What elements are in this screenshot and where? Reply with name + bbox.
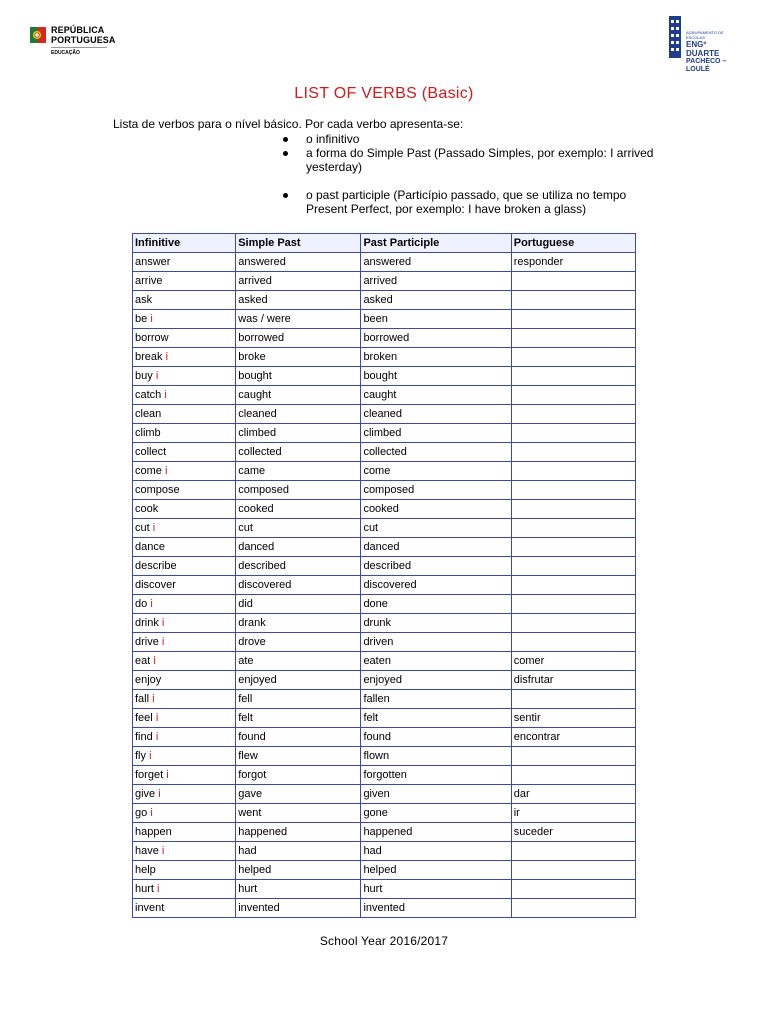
table-row bbox=[133, 690, 636, 709]
cell-past-participle: done bbox=[361, 595, 511, 614]
irregular-marker: i bbox=[164, 465, 168, 477]
cell-simple-past: caught bbox=[236, 386, 361, 405]
cell-portuguese bbox=[511, 272, 635, 291]
infinitive-text: happen bbox=[135, 826, 172, 838]
cell-portuguese bbox=[511, 614, 635, 633]
irregular-marker: i bbox=[166, 769, 169, 781]
cell-infinitive bbox=[133, 424, 236, 443]
cell-portuguese: sentir bbox=[511, 709, 635, 728]
table-row bbox=[133, 842, 636, 861]
infinitive-text: collect bbox=[135, 446, 167, 458]
cell-portuguese: ir bbox=[511, 804, 635, 823]
cell-portuguese bbox=[511, 538, 635, 557]
cell-past-participle: eaten bbox=[361, 652, 511, 671]
cell-infinitive bbox=[133, 538, 236, 557]
cell-portuguese bbox=[511, 405, 635, 424]
table-row bbox=[133, 519, 636, 538]
infinitive-text: cook bbox=[135, 503, 159, 515]
portugal-flag-icon bbox=[30, 25, 46, 45]
table-row bbox=[133, 899, 636, 918]
cell-simple-past: cleaned bbox=[236, 405, 361, 424]
cell-portuguese bbox=[511, 766, 635, 785]
infinitive-text: come bbox=[135, 465, 162, 477]
cell-infinitive bbox=[133, 386, 236, 405]
table-row bbox=[133, 348, 636, 367]
cell-simple-past: climbed bbox=[236, 424, 361, 443]
cell-past-participle: drunk bbox=[361, 614, 511, 633]
cell-simple-past: composed bbox=[236, 481, 361, 500]
table-row bbox=[133, 861, 636, 880]
table-row bbox=[133, 709, 636, 728]
cell-portuguese bbox=[511, 690, 635, 709]
cell-simple-past: hurt bbox=[236, 880, 361, 899]
cell-past-participle: cleaned bbox=[361, 405, 511, 424]
cell-portuguese: suceder bbox=[511, 823, 635, 842]
infinitive-text: discover bbox=[135, 579, 176, 591]
cell-infinitive bbox=[133, 899, 236, 918]
infinitive-text: go bbox=[135, 807, 148, 819]
cell-infinitive bbox=[133, 481, 236, 500]
cell-infinitive bbox=[133, 766, 236, 785]
irregular-marker: i bbox=[155, 370, 159, 382]
infinitive-text: forget bbox=[135, 769, 164, 781]
cell-portuguese bbox=[511, 329, 635, 348]
infinitive-text: feel bbox=[135, 712, 153, 724]
cell-past-participle: cooked bbox=[361, 500, 511, 519]
irregular-marker: i bbox=[150, 313, 153, 325]
cell-portuguese bbox=[511, 481, 635, 500]
cell-portuguese: responder bbox=[511, 253, 635, 272]
cell-past-participle: cut bbox=[361, 519, 511, 538]
table-row bbox=[133, 652, 636, 671]
cell-portuguese bbox=[511, 462, 635, 481]
logo-subtitle: EDUCAÇÃO bbox=[51, 50, 80, 56]
table-row bbox=[133, 500, 636, 519]
cell-portuguese bbox=[511, 424, 635, 443]
cell-simple-past: gave bbox=[236, 785, 361, 804]
cell-simple-past: danced bbox=[236, 538, 361, 557]
cell-past-participle: composed bbox=[361, 481, 511, 500]
cell-infinitive bbox=[133, 690, 236, 709]
infinitive-text: drink bbox=[135, 617, 159, 629]
cell-infinitive bbox=[133, 880, 236, 899]
cell-infinitive bbox=[133, 291, 236, 310]
cell-simple-past: answered bbox=[236, 253, 361, 272]
infinitive-text: find bbox=[135, 731, 153, 743]
table-row bbox=[133, 443, 636, 462]
cell-infinitive bbox=[133, 367, 236, 386]
cell-infinitive bbox=[133, 747, 236, 766]
table-row bbox=[133, 671, 636, 690]
table-row bbox=[133, 253, 636, 272]
cell-infinitive bbox=[133, 557, 236, 576]
cell-infinitive bbox=[133, 671, 236, 690]
table-body bbox=[133, 253, 636, 918]
school-logo-name-line-1: ENGº DUARTE bbox=[686, 40, 720, 58]
infinitive-text: have bbox=[135, 845, 159, 857]
logo-divider bbox=[51, 47, 107, 48]
cell-past-participle: helped bbox=[361, 861, 511, 880]
logo-line-2: PORTUGUESA bbox=[51, 35, 116, 45]
cell-infinitive bbox=[133, 576, 236, 595]
cell-simple-past: felt bbox=[236, 709, 361, 728]
infinitive-text: arrive bbox=[135, 275, 163, 287]
cell-simple-past: discovered bbox=[236, 576, 361, 595]
cell-portuguese bbox=[511, 291, 635, 310]
cell-simple-past: invented bbox=[236, 899, 361, 918]
table-row bbox=[133, 595, 636, 614]
cell-simple-past: cut bbox=[236, 519, 361, 538]
irregular-marker: i bbox=[152, 522, 156, 534]
cell-simple-past: found bbox=[236, 728, 361, 747]
cell-infinitive bbox=[133, 633, 236, 652]
irregular-marker: i bbox=[155, 712, 159, 724]
page-title: LIST OF VERBS (Basic) bbox=[294, 85, 474, 102]
infinitive-text: catch bbox=[135, 389, 162, 401]
cell-past-participle: discovered bbox=[361, 576, 511, 595]
cell-past-participle: described bbox=[361, 557, 511, 576]
cell-infinitive bbox=[133, 329, 236, 348]
infinitive-text: drive bbox=[135, 636, 159, 648]
cell-infinitive bbox=[133, 842, 236, 861]
irregular-marker: i bbox=[158, 788, 161, 800]
cell-past-participle: enjoyed bbox=[361, 671, 511, 690]
infinitive-text: eat bbox=[135, 655, 151, 667]
republica-portuguesa-logo bbox=[30, 24, 140, 64]
table-row bbox=[133, 386, 636, 405]
irregular-marker: i bbox=[150, 807, 153, 819]
irregular-marker: i bbox=[161, 845, 165, 857]
table-row bbox=[133, 272, 636, 291]
table-row bbox=[133, 633, 636, 652]
cell-infinitive bbox=[133, 804, 236, 823]
cell-portuguese: encontrar bbox=[511, 728, 635, 747]
table-row bbox=[133, 557, 636, 576]
cell-past-participle: borrowed bbox=[361, 329, 511, 348]
cell-infinitive bbox=[133, 310, 236, 329]
table-row bbox=[133, 576, 636, 595]
cell-past-participle: answered bbox=[361, 253, 511, 272]
cell-past-participle: driven bbox=[361, 633, 511, 652]
cell-infinitive bbox=[133, 823, 236, 842]
infinitive-text: answer bbox=[135, 256, 171, 268]
header-simple-past: Simple Past bbox=[236, 234, 361, 253]
infinitive-text: enjoy bbox=[135, 674, 162, 686]
cell-simple-past: came bbox=[236, 462, 361, 481]
cell-portuguese bbox=[511, 386, 635, 405]
cell-past-participle: caught bbox=[361, 386, 511, 405]
cell-past-participle: broken bbox=[361, 348, 511, 367]
infinitive-text: ask bbox=[135, 294, 153, 306]
cell-simple-past: was / were bbox=[236, 310, 361, 329]
irregular-marker: i bbox=[157, 883, 160, 895]
irregular-marker: i bbox=[150, 598, 153, 610]
table-row bbox=[133, 785, 636, 804]
cell-portuguese bbox=[511, 519, 635, 538]
cell-portuguese bbox=[511, 500, 635, 519]
cell-simple-past: fell bbox=[236, 690, 361, 709]
cell-past-participle: hurt bbox=[361, 880, 511, 899]
cell-simple-past: arrived bbox=[236, 272, 361, 291]
irregular-marker: i bbox=[164, 389, 167, 401]
infinitive-text: dance bbox=[135, 541, 165, 553]
logo-text bbox=[51, 25, 116, 45]
header-infinitive: Infinitive bbox=[133, 234, 236, 253]
bullet-item: o infinitivo bbox=[280, 132, 660, 146]
cell-past-participle: collected bbox=[361, 443, 511, 462]
cell-simple-past: asked bbox=[236, 291, 361, 310]
table-row bbox=[133, 804, 636, 823]
verbs-table bbox=[132, 233, 636, 918]
cell-portuguese bbox=[511, 310, 635, 329]
cell-past-participle: gone bbox=[361, 804, 511, 823]
bullet-item: o past participle (Particípio passado, que se utiliza no tempo Present Perfect, por exemplo: I have broken a glass) bbox=[280, 188, 660, 216]
cell-past-participle: climbed bbox=[361, 424, 511, 443]
cell-portuguese bbox=[511, 633, 635, 652]
cell-portuguese bbox=[511, 576, 635, 595]
infinitive-text: do bbox=[135, 598, 148, 610]
infinitive-text: describe bbox=[135, 560, 177, 572]
cell-simple-past: bought bbox=[236, 367, 361, 386]
infinitive-text: fly bbox=[135, 750, 146, 762]
infinitive-text: hurt bbox=[135, 883, 154, 895]
table-row bbox=[133, 614, 636, 633]
infinitive-text: be bbox=[135, 313, 148, 325]
cell-simple-past: ate bbox=[236, 652, 361, 671]
cell-portuguese: comer bbox=[511, 652, 635, 671]
cell-infinitive bbox=[133, 405, 236, 424]
cell-past-participle: happened bbox=[361, 823, 511, 842]
infinitive-text: borrow bbox=[135, 332, 169, 344]
table-row bbox=[133, 481, 636, 500]
table-row bbox=[133, 462, 636, 481]
school-logo-name bbox=[686, 40, 740, 58]
cell-portuguese bbox=[511, 557, 635, 576]
table-row bbox=[133, 424, 636, 443]
cell-simple-past: broke bbox=[236, 348, 361, 367]
irregular-marker: i bbox=[153, 655, 156, 667]
irregular-marker: i bbox=[161, 617, 165, 629]
table-row bbox=[133, 367, 636, 386]
table-row bbox=[133, 538, 636, 557]
infinitive-text: fall bbox=[135, 693, 150, 705]
infinitive-text: help bbox=[135, 864, 156, 876]
cell-infinitive bbox=[133, 728, 236, 747]
cell-infinitive bbox=[133, 272, 236, 291]
cell-past-participle: asked bbox=[361, 291, 511, 310]
cell-portuguese: disfrutar bbox=[511, 671, 635, 690]
cell-simple-past: enjoyed bbox=[236, 671, 361, 690]
cell-past-participle: danced bbox=[361, 538, 511, 557]
table-row bbox=[133, 329, 636, 348]
irregular-marker: i bbox=[165, 351, 169, 363]
irregular-marker: i bbox=[155, 731, 159, 743]
cell-past-participle: had bbox=[361, 842, 511, 861]
cell-portuguese bbox=[511, 880, 635, 899]
cell-portuguese bbox=[511, 443, 635, 462]
cell-past-participle: arrived bbox=[361, 272, 511, 291]
cell-infinitive bbox=[133, 785, 236, 804]
cell-simple-past: drove bbox=[236, 633, 361, 652]
irregular-marker: i bbox=[149, 750, 152, 762]
intro-text: Lista de verbos para o nível básico. Por cada verbo apresenta-se: bbox=[113, 117, 464, 131]
cell-past-participle: invented bbox=[361, 899, 511, 918]
cell-simple-past: had bbox=[236, 842, 361, 861]
cell-simple-past: forgot bbox=[236, 766, 361, 785]
cell-portuguese bbox=[511, 899, 635, 918]
cell-past-participle: found bbox=[361, 728, 511, 747]
cell-past-participle: fallen bbox=[361, 690, 511, 709]
irregular-marker: i bbox=[161, 636, 165, 648]
infinitive-text: compose bbox=[135, 484, 180, 496]
bullet-list bbox=[280, 132, 660, 216]
cell-past-participle: given bbox=[361, 785, 511, 804]
cell-portuguese bbox=[511, 747, 635, 766]
cell-simple-past: drank bbox=[236, 614, 361, 633]
infinitive-text: break bbox=[135, 351, 163, 363]
cell-simple-past: borrowed bbox=[236, 329, 361, 348]
cell-infinitive bbox=[133, 500, 236, 519]
table-row bbox=[133, 728, 636, 747]
cell-portuguese bbox=[511, 348, 635, 367]
table-row bbox=[133, 766, 636, 785]
table-row bbox=[133, 880, 636, 899]
table-row bbox=[133, 747, 636, 766]
school-year-footer: School Year 2016/2017 bbox=[319, 934, 449, 948]
cell-simple-past: did bbox=[236, 595, 361, 614]
bullet-item: a forma do Simple Past (Passado Simples, por exemplo: I arrived yesterday) bbox=[280, 146, 660, 174]
table-row bbox=[133, 405, 636, 424]
cell-portuguese bbox=[511, 842, 635, 861]
cell-simple-past: collected bbox=[236, 443, 361, 462]
cell-past-participle: felt bbox=[361, 709, 511, 728]
cell-infinitive bbox=[133, 462, 236, 481]
cell-infinitive bbox=[133, 253, 236, 272]
table-header-row bbox=[133, 234, 636, 253]
header-portuguese: Portuguese bbox=[511, 234, 635, 253]
cell-infinitive bbox=[133, 519, 236, 538]
irregular-marker: i bbox=[152, 693, 155, 705]
cell-simple-past: happened bbox=[236, 823, 361, 842]
cell-simple-past: flew bbox=[236, 747, 361, 766]
infinitive-text: cut bbox=[135, 522, 150, 534]
tower-icon bbox=[668, 16, 682, 58]
cell-portuguese: dar bbox=[511, 785, 635, 804]
cell-simple-past: went bbox=[236, 804, 361, 823]
cell-infinitive bbox=[133, 861, 236, 880]
cell-past-participle: bought bbox=[361, 367, 511, 386]
cell-infinitive bbox=[133, 348, 236, 367]
infinitive-text: invent bbox=[135, 902, 165, 914]
cell-portuguese bbox=[511, 595, 635, 614]
table-row bbox=[133, 310, 636, 329]
header-past-participle: Past Participle bbox=[361, 234, 511, 253]
school-logo-top-text: AGRUPAMENTO DE ESCOLAS bbox=[686, 30, 724, 40]
table-row bbox=[133, 823, 636, 842]
cell-simple-past: described bbox=[236, 557, 361, 576]
cell-portuguese bbox=[511, 367, 635, 386]
cell-infinitive bbox=[133, 614, 236, 633]
cell-past-participle: been bbox=[361, 310, 511, 329]
cell-simple-past: helped bbox=[236, 861, 361, 880]
school-logo-name-line-2: PACHECO – LOULÉ bbox=[686, 58, 727, 73]
cell-past-participle: flown bbox=[361, 747, 511, 766]
cell-past-participle: come bbox=[361, 462, 511, 481]
school-logo bbox=[668, 16, 740, 73]
cell-past-participle: forgotten bbox=[361, 766, 511, 785]
cell-infinitive bbox=[133, 652, 236, 671]
logo-line-1: REPÚBLICA bbox=[51, 25, 105, 35]
cell-infinitive bbox=[133, 709, 236, 728]
cell-infinitive bbox=[133, 443, 236, 462]
table-row bbox=[133, 291, 636, 310]
infinitive-text: clean bbox=[135, 408, 162, 420]
cell-portuguese bbox=[511, 861, 635, 880]
cell-infinitive bbox=[133, 595, 236, 614]
cell-simple-past: cooked bbox=[236, 500, 361, 519]
infinitive-text: buy bbox=[135, 370, 153, 382]
infinitive-text: climb bbox=[135, 427, 161, 439]
infinitive-text: give bbox=[135, 788, 156, 800]
